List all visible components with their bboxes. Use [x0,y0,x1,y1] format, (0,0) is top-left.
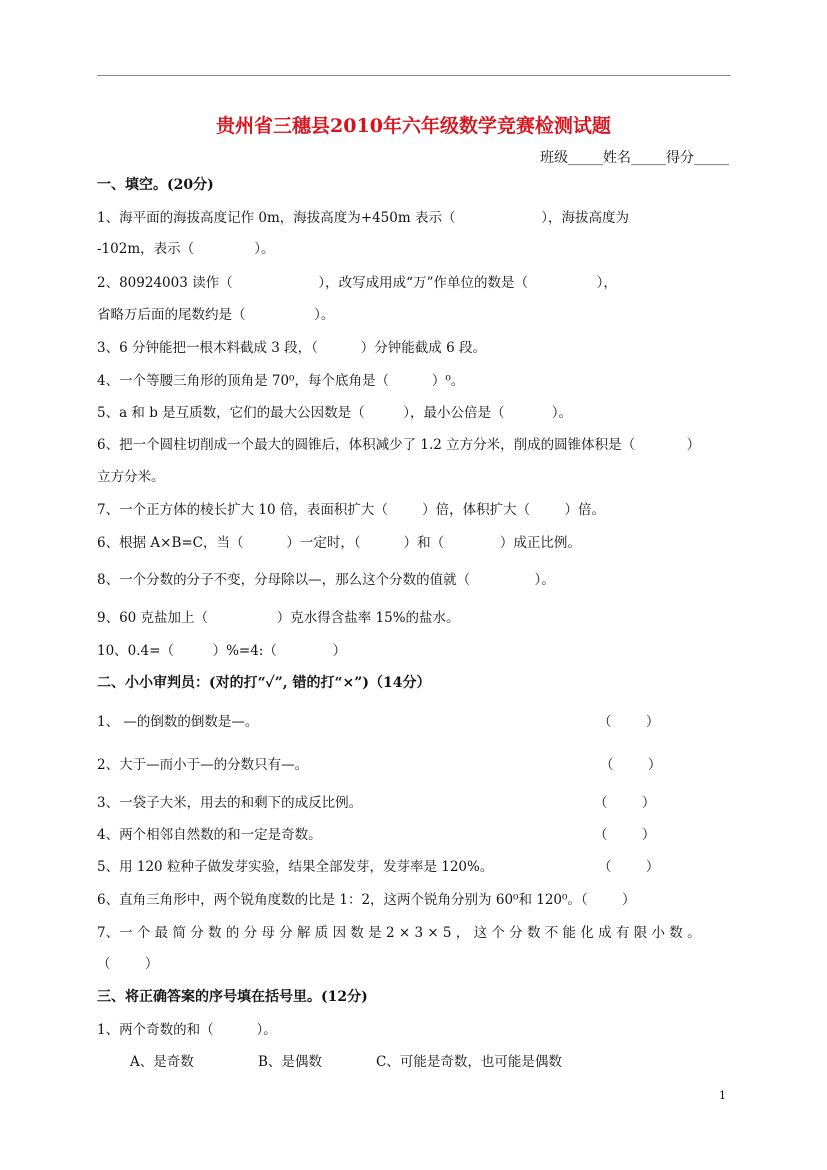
question-line: 9、60 克盐加上（ ）克水得含盐率 15%的盐水。 [97,610,460,626]
choice-option-c: C、可能是奇数，也可能是偶数 [376,1054,562,1070]
question-line: 7、一个正方体的棱长扩大 10 倍，表面积扩大（ ）倍，体积扩大（ ）倍。 [97,502,606,518]
judge-item: 6、直角三角形中，两个锐角度数的比是 1：2，这两个锐角分别为 60⁰和 120⁰。（ ） [97,892,636,908]
judge-item: 1、 —的倒数的倒数是—。 [97,714,259,730]
question-line: 立方分米。 [97,469,165,485]
question-line: 4、一个等腰三角形的顶角是 70⁰，每个底角是（ ）⁰。 [97,373,465,389]
judge-item: 2、大于—而小于—的分数只有—。 [97,757,309,773]
section2-heading: 二、小小审判员：(对的打“✓”, 错的打“×”)（14分） [97,675,431,691]
choice-option-a: A、是奇数 [130,1054,194,1070]
answer-paren: （ ） [594,795,656,811]
question-line: 5、a 和 b 是互质数，它们的最大公因数是（ ），最小公倍是（ ）。 [97,405,572,421]
header-rule [97,75,731,76]
question-line: 10、0.4=（ ）%=4:（ ） [97,643,347,659]
question-line: 6、根据 A×B=C，当（ ）一定时，（ ）和（ ）成正比例。 [97,535,581,551]
question-line: -102m，表示（ ）。 [97,241,275,257]
student-info: 班级_____姓名_____得分_____ [540,150,729,166]
judge-item: 7、一 个 最 简 分 数 的 分 母 分 解 质 因 数 是 2 × 3 × 5 ， 这 个 分 数 不 能 化 成 有 限 小 数 。 [97,925,701,941]
question-line: 8、一个分数的分子不变，分母除以—，那么这个分数的值就（ ）。 [97,572,555,588]
judge-item: 4、两个相邻自然数的和一定是奇数。 [97,827,322,843]
question-line: 省略万后面的尾数约是（ ）。 [97,307,335,323]
section3-heading: 三、将正确答案的序号填在括号里。(12分) [97,989,368,1005]
answer-paren: （ ） [594,827,656,843]
section1-heading: 一、填空。(20分) [97,177,214,193]
page-number: 1 [719,1089,726,1102]
question-line: 6、把一个圆柱切削成一个最大的圆锥后，体积减少了 1.2 立方分米，削成的圆锥体积是（ ） [97,437,701,453]
choice-option-b: B、是偶数 [258,1054,322,1070]
question-line: 2、80924003 读作（ ），改写成用成“万”作单位的数是（ ）， [97,275,617,291]
answer-paren: （ ） [600,757,662,773]
choice-question: 1、两个奇数的和（ ）。 [97,1022,277,1038]
page-title: 贵州省三穗县2010年六年级数学竞赛检测试题 [216,115,611,137]
question-line: 1、海平面的海拔高度记作 0m，海拔高度为+450m 表示（ ），海拔高度为 [97,210,630,226]
question-line: 3、6 分钟能把一根木料截成 3 段，（ ）分钟能截成 6 段。 [97,340,486,356]
answer-paren: （ ） [598,859,660,875]
judge-item: （ ） [97,956,159,972]
answer-paren: （ ） [598,714,660,730]
judge-item: 5、用 120 粒种子做发芽实验，结果全部发芽，发芽率是 120%。 [97,859,494,875]
judge-item: 3、一袋子大米，用去的和剩下的成反比例。 [97,795,363,811]
